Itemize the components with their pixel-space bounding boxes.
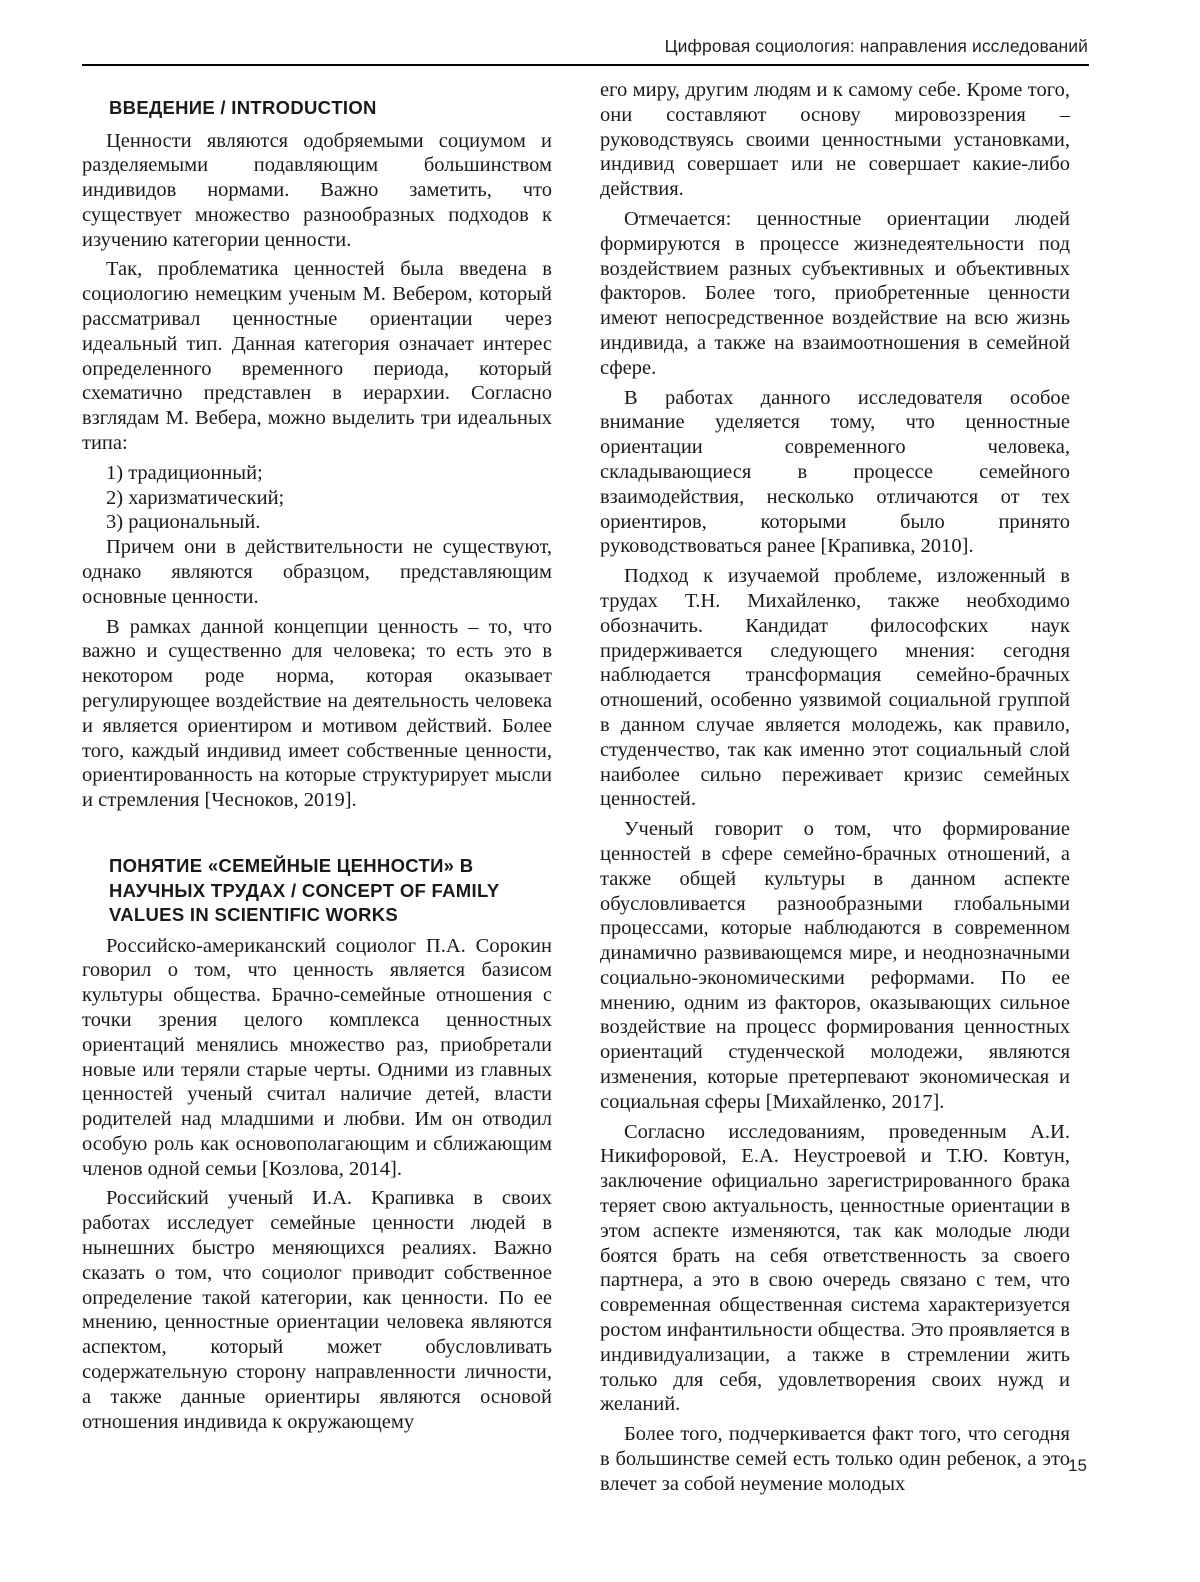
paragraph: В рамках данной концепции ценность – то, что важно и существенно для человека; то есть это в некотором роде норма, которая оказывает регулирующее воздействие на деятельность человека и является ориентиром и мотивом действий. Более того, каждый индивид имеет собственные ценности, ориентированность на которые структурирует мысли и стремления [Чесноков, 2019].	[82, 615, 552, 812]
section-heading-family-values: ПОНЯТИЕ «СЕМЕЙНЫЕ ЦЕННОСТИ» В НАУЧНЫХ ТРУДАХ / CONCEPT OF FAMILY VALUES IN SCIENTIFIC WORKS	[109, 855, 500, 926]
paragraph: Российско-американский социолог П.А. Сорокин говорил о том, что ценность является базисом культуры общества. Брачно-семейные отношения с точки зрения целого комплекса ценностных ориентаций менялись множество раз, приобретали новые или теряли старые черты. Одними из главных ценностей ученый считал наличие детей, власти родителей над младшими и любви. Им он отводил особую роль как основополагающим и сближающим членов одной семьи [Козлова, 2014].	[82, 934, 552, 1180]
paragraph: Отмечается: ценностные ориентации людей формируются в процессе жизнедеятельности под воздействием разных субъективных и объективных факторов. Более того, приобретенные ценности имеют непосредственное воздействие на всю жизнь индивида, а также на взаимоотношения в семейной сфере.	[600, 207, 1070, 379]
paragraph: Согласно исследованиям, проведенным А.И. Никифоровой, Е.А. Неустроевой и Т.Ю. Ковтун, заключение официально зарегистрированного брака теряет свою актуальность, ценностные ориентации в этом аспекте изменяются, так как молодые люди боятся брать на себя ответственность за своего партнера, а это в свою очередь связано с тем, что современная общественная система характеризуется ростом инфантильности общества. Это проявляется в индивидуализации, а также в стремлении жить только для себя, удовлетворения своих нужд и желаний.	[600, 1120, 1070, 1416]
right-column	[600, 78, 1070, 1502]
page-number: 15	[1068, 1456, 1087, 1475]
running-title: Цифровая социология: направления исследований	[664, 36, 1088, 56]
paragraph: Подход к изучаемой проблеме, изложенный в трудах Т.Н. Михайленко, также необходимо обозначить. Кандидат философских наук придерживается следующего мнения: сегодня наблюдается трансформация семейно-брачных отношений, особенно уязвимой социальной группой в данном случае является молодежь, как правило, студенчество, так как именно этот социальный слой наиболее сильно переживает кризис семейных ценностей.	[600, 565, 1070, 811]
paragraph: Более того, подчеркивается факт того, что сегодня в большинстве семей есть только один ребенок, а это влечет за собой неумение молодых	[600, 1423, 1070, 1495]
section-heading-introduction: ВВЕДЕНИЕ / INTRODUCTION	[109, 97, 377, 118]
paragraph: Причем они в действительности не существуют, однако являются образцом, представляющим основные ценности.	[82, 536, 552, 608]
paragraph: Ценности являются одобряемыми социумом и разделяемыми подавляющим большинством индивидов нормами. Важно заметить, что существует множество разнообразных подходов к изучению категории ценности.	[82, 129, 552, 251]
list-item: 2) харизматический;	[106, 486, 285, 509]
paragraph: Российский ученый И.А. Крапивка в своих работах исследует семейные ценности людей в нынешних быстро меняющихся реалиях. Важно сказать о том, что социолог приводит собственное определение такой категории, как ценности. По ее мнению, ценностные ориентации человека являются аспектом, который может обусловливать содержательную сторону направленности личности, а также данные ориентиры являются основой отношения индивида к окружающему	[82, 1187, 552, 1433]
paragraph: Так, проблематика ценностей была введена в социологию немецким ученым М. Вебером, который рассматривал ценностные ориентации через идеальный тип. Данная категория означает интерес определенного временного периода, который схематично представлен в иерархии. Согласно взглядам М. Вебера, можно выделить три идеальных типа:	[82, 258, 552, 455]
paragraph: его миру, другим людям и к самому себе. Кроме того, они составляют основу мировоззрения – руководствуясь своими ценностными установками, индивид совершает или не совершает какие-либо действия.	[600, 79, 1070, 201]
paragraph: В работах данного исследователя особое внимание уделяется тому, что ценностные ориентации современного человека, складывающиеся в процессе семейного взаимодействия, несколько отличаются от тех ориентиров, которыми было принято руководствоваться ранее [Крапивка, 2010].	[600, 386, 1070, 558]
list-item: 1) традиционный;	[106, 461, 263, 484]
paragraph: Ученый говорит о том, что формирование ценностей в сфере семейно-брачных отношений, а также общей культуры в данном аспекте обусловливается разнообразными глобальными процессами, которые наблюдаются в современном динамично развивающемся мире, и неоднозначными социально-экономическими реформами. По ее мнению, одним из факторов, оказывающих сильное воздействие на процесс формирования ценностных ориентаций студенческой молодежи, являются изменения, которые претерпевают экономическая и социальная сферы [Михайленко, 2017].	[600, 818, 1070, 1113]
list-item: 3) рациональный.	[106, 511, 261, 534]
left-column	[82, 78, 552, 1439]
header-rule	[82, 64, 1089, 66]
